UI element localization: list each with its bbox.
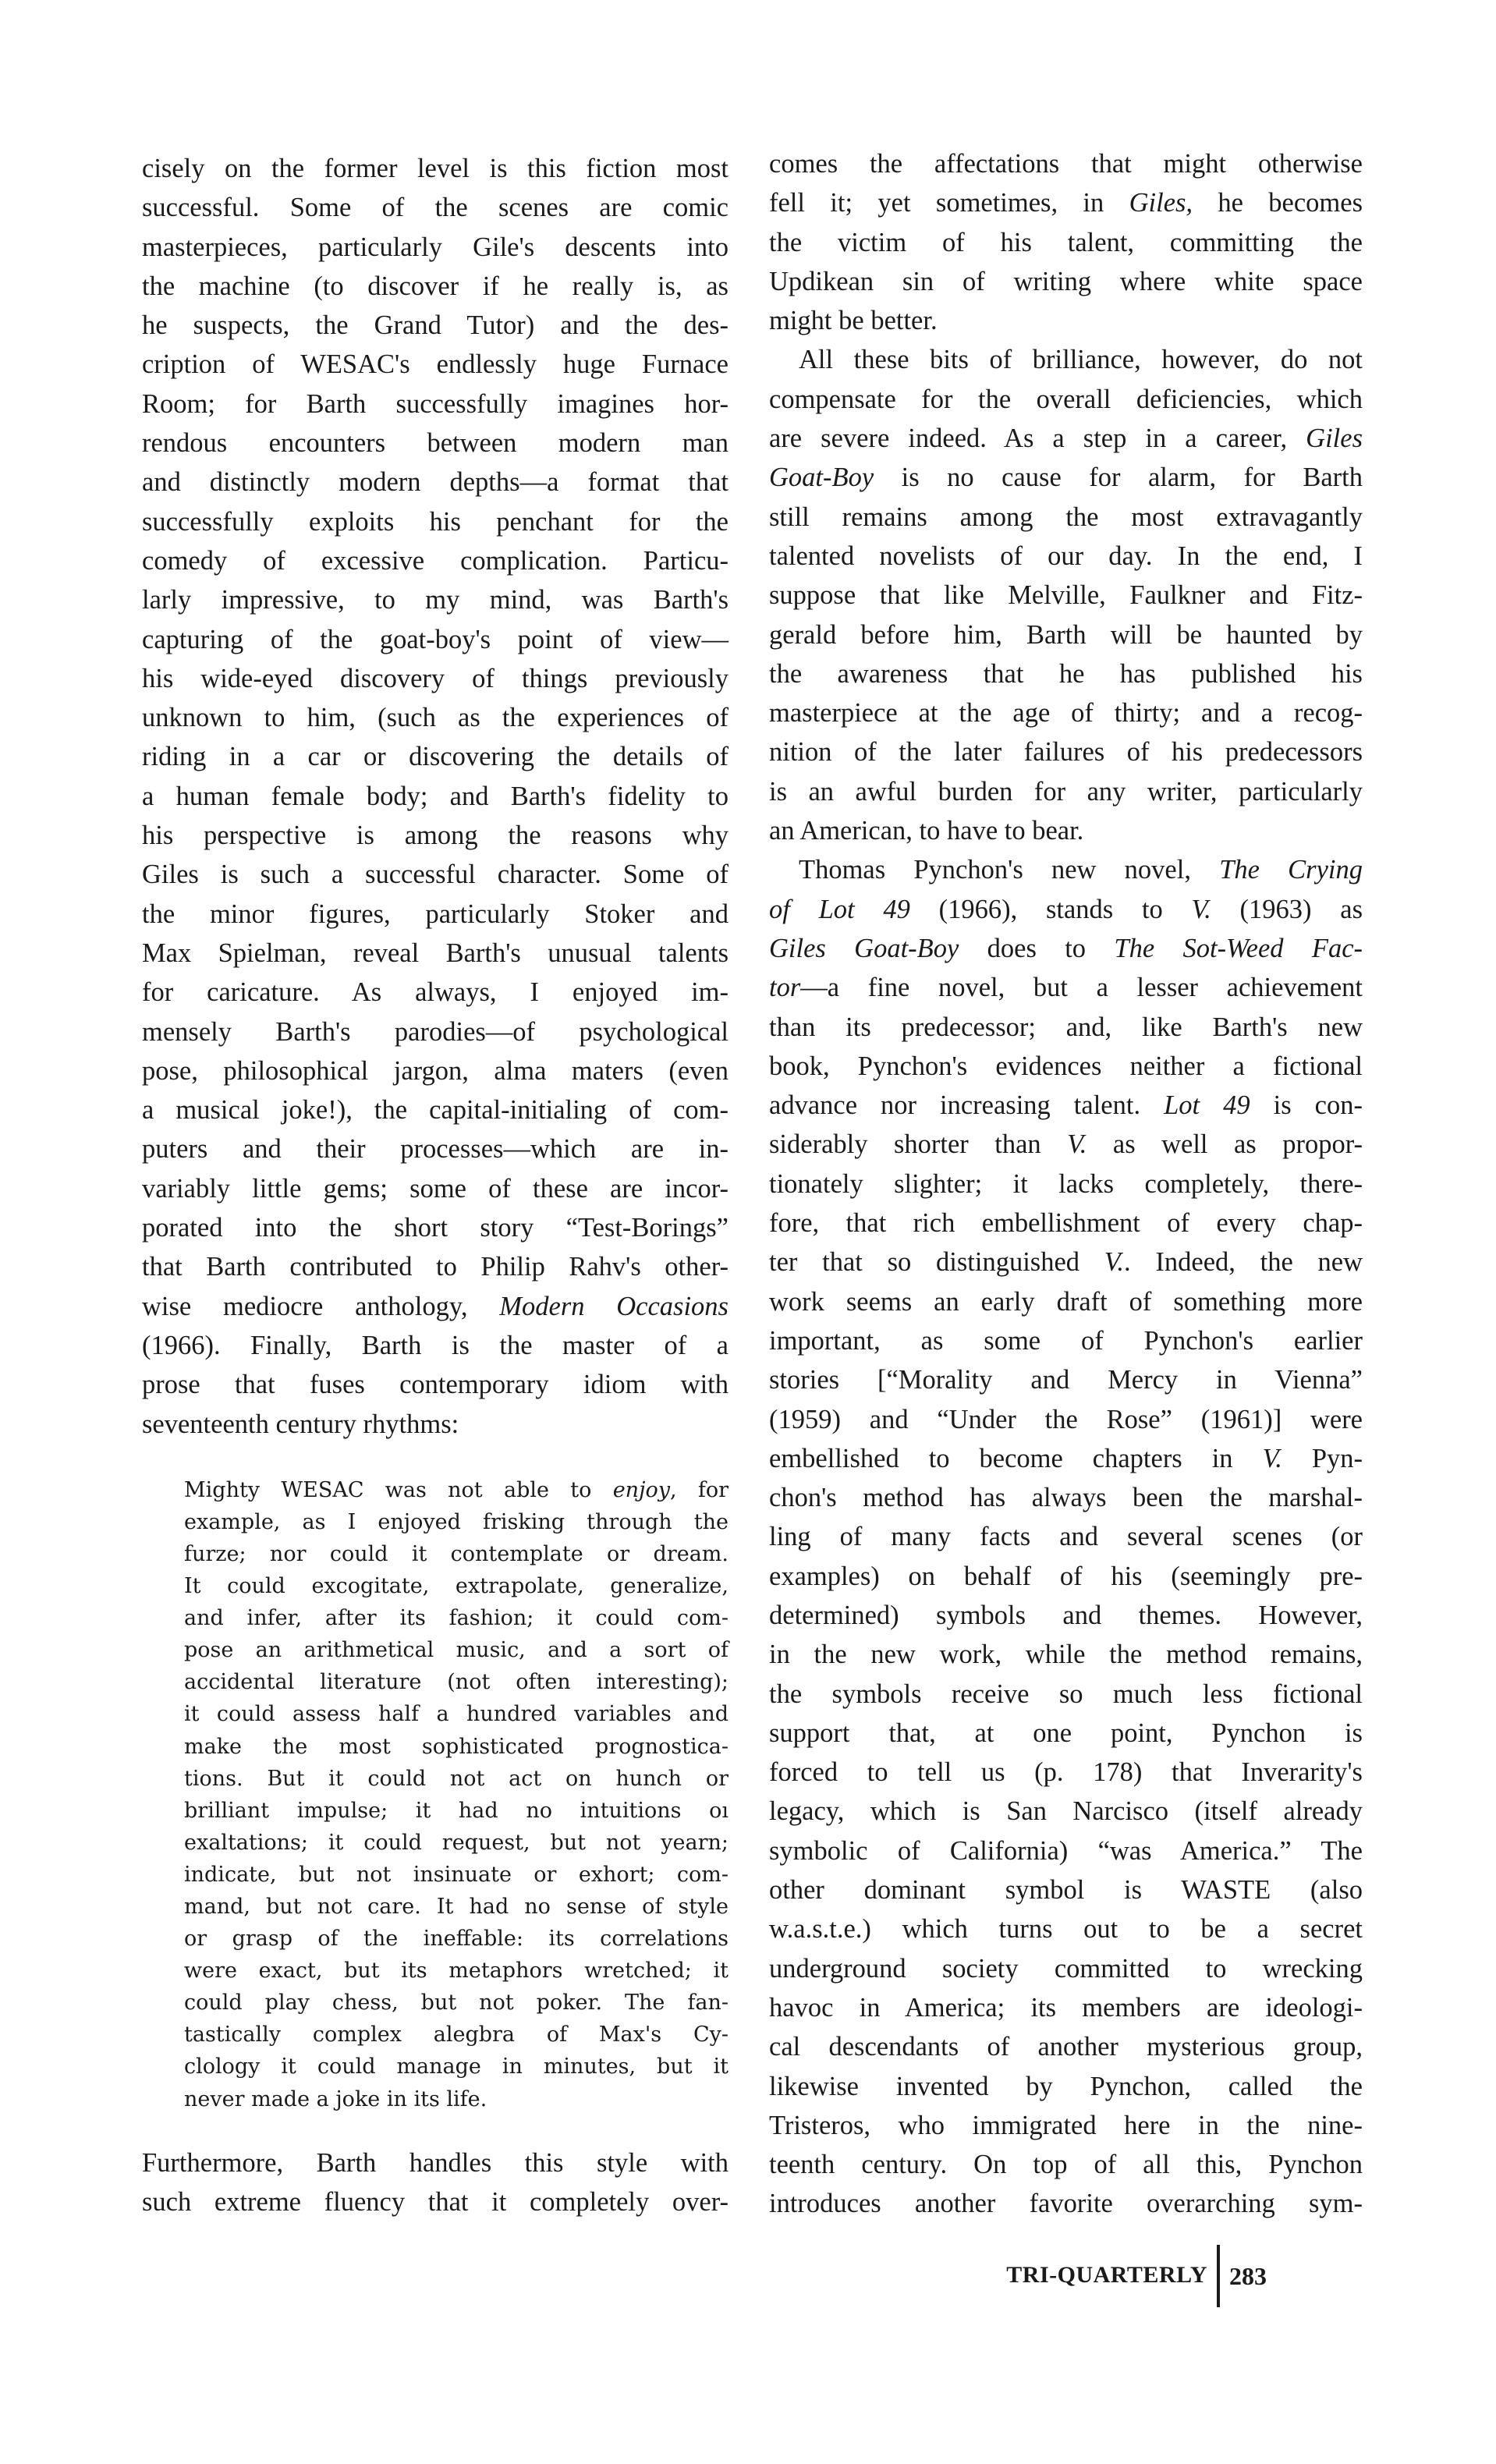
text-line bbox=[142, 855, 729, 894]
text-line bbox=[769, 1439, 1363, 1478]
text-line bbox=[769, 1321, 1363, 1360]
text-segment: in the new work, while the method remains, bbox=[769, 1640, 1363, 1670]
text-segment: for caricature. As always, I enjoyed im- bbox=[142, 977, 729, 1008]
journal-name: TRI-QUARTERLY bbox=[1006, 2262, 1207, 2288]
text-segment: talented novelists of our day. In the end, I bbox=[769, 541, 1363, 571]
text-line bbox=[769, 1557, 1363, 1596]
text-segment: havoc in America; its members are ideologi- bbox=[769, 1992, 1363, 2023]
block-quote bbox=[184, 1474, 729, 2115]
text-segment: than its predecessor; and, like Barth's new bbox=[769, 1012, 1363, 1042]
text-segment: still remains among the most extravagantly bbox=[769, 502, 1363, 532]
text-line bbox=[142, 777, 729, 816]
text-line bbox=[184, 1763, 729, 1795]
text-line bbox=[142, 1326, 729, 1365]
text-line bbox=[184, 1506, 729, 1538]
text-segment: that Barth contributed to Philip Rahv's other- bbox=[142, 1252, 729, 1282]
text-line bbox=[769, 1125, 1363, 1164]
italic-text: Goat-Boy bbox=[769, 463, 874, 493]
text-line bbox=[142, 306, 729, 345]
text-line bbox=[769, 1949, 1363, 1988]
text-segment: he suspects, the Grand Tutor) and the des- bbox=[142, 310, 729, 341]
text-line bbox=[769, 537, 1363, 576]
text-segment: cription of WESAC's endlessly huge Furnace bbox=[142, 349, 729, 380]
text-segment: the awareness that he has published his bbox=[769, 658, 1363, 689]
italic-text: V. bbox=[1104, 1247, 1125, 1278]
text-segment: Furthermore, Barth handles this style with bbox=[142, 2147, 729, 2178]
text-line bbox=[769, 1596, 1363, 1635]
text-line bbox=[769, 1204, 1363, 1243]
text-segment: Thomas Pynchon's new novel, bbox=[799, 855, 1220, 885]
right-column bbox=[769, 144, 1363, 2224]
text-line bbox=[769, 1008, 1363, 1047]
text-segment: masterpieces, particularly Gile's descents into bbox=[142, 232, 729, 262]
text-line bbox=[769, 615, 1363, 654]
italic-text: Giles, bbox=[1129, 188, 1193, 218]
text-line bbox=[184, 2083, 729, 2115]
text-segment: his wide-eyed discovery of things previously bbox=[142, 663, 729, 693]
text-line bbox=[142, 659, 729, 698]
text-line bbox=[769, 1400, 1363, 1439]
text-segment: All these bits of brilliance, however, do not bbox=[799, 345, 1363, 375]
page-number: 283 bbox=[1229, 2262, 1267, 2290]
italic-text: The Crying bbox=[1219, 855, 1363, 885]
text-line bbox=[769, 1753, 1363, 1792]
text-line bbox=[769, 1635, 1363, 1674]
text-segment: successfully exploits his penchant for the bbox=[142, 506, 729, 537]
text-line bbox=[769, 183, 1363, 222]
italic-text: Lot 49 bbox=[1164, 1090, 1250, 1121]
text-line bbox=[769, 2184, 1363, 2223]
paragraph bbox=[142, 2143, 729, 2222]
text-line bbox=[142, 816, 729, 855]
text-segment: (1966), stands to bbox=[909, 894, 1192, 924]
text-segment: a musical joke!), the capital-initialing of com- bbox=[142, 1095, 729, 1126]
text-segment: an American, to have to bear. bbox=[769, 816, 1084, 846]
text-segment: never made a joke in its life. bbox=[184, 2086, 487, 2111]
text-line bbox=[142, 541, 729, 580]
text-line bbox=[769, 929, 1363, 968]
text-line bbox=[142, 463, 729, 502]
text-line bbox=[142, 895, 729, 934]
text-line bbox=[142, 1129, 729, 1168]
text-line bbox=[184, 2019, 729, 2051]
text-segment: underground society committed to wrecking bbox=[769, 1953, 1363, 1984]
text-segment: Updikean sin of writing where white space bbox=[769, 266, 1363, 296]
italic-text: V. bbox=[1191, 894, 1211, 924]
text-line bbox=[142, 934, 729, 973]
text-segment: compensate for the overall deficiencies, which bbox=[769, 384, 1363, 414]
text-line bbox=[184, 1859, 729, 1891]
text-line bbox=[769, 654, 1363, 693]
text-segment: the symbols receive so much less fictional bbox=[769, 1679, 1363, 1709]
text-line bbox=[184, 1827, 729, 1859]
text-segment: work seems an early draft of something more bbox=[769, 1286, 1363, 1317]
text-line bbox=[769, 811, 1363, 850]
text-line bbox=[142, 1169, 729, 1208]
text-segment: (1959) and “Under the Rose” (1961)] were bbox=[769, 1404, 1363, 1434]
text-segment: , for bbox=[669, 1477, 729, 1502]
text-line bbox=[142, 188, 729, 227]
text-segment: riding in a car or discovering the details of bbox=[142, 742, 729, 772]
text-line bbox=[142, 698, 729, 737]
text-segment: were exact, but its metaphors wretched; it bbox=[184, 1959, 729, 1984]
text-line bbox=[769, 1360, 1363, 1399]
text-segment: fore, that rich embellishment of every chap- bbox=[769, 1208, 1363, 1239]
text-line bbox=[769, 1988, 1363, 2027]
text-segment: accidental literature (not often interesting); bbox=[184, 1670, 729, 1695]
text-line bbox=[769, 2145, 1363, 2184]
text-segment: (1966). Finally, Barth is the master of a bbox=[142, 1330, 729, 1360]
text-segment: could play chess, but not poker. The fan- bbox=[184, 1991, 729, 2016]
text-segment: tions. But it could not act on hunch or bbox=[184, 1766, 729, 1791]
text-segment: exaltations; it could request, but not yearn; bbox=[184, 1830, 729, 1855]
text-line bbox=[142, 385, 729, 424]
paragraph bbox=[769, 144, 1363, 340]
text-segment: mand, but not care. It had no sense of style bbox=[184, 1895, 729, 1920]
text-segment: larly impressive, to my mind, was Barth's bbox=[142, 585, 729, 615]
text-segment: (1963) as bbox=[1211, 894, 1363, 924]
text-segment: suppose that like Melville, Faulkner and Fitz- bbox=[769, 580, 1363, 611]
text-line bbox=[769, 732, 1363, 771]
text-line bbox=[769, 850, 1363, 889]
text-segment: is con- bbox=[1250, 1090, 1363, 1121]
text-line bbox=[142, 1365, 729, 1404]
text-segment: pose an arithmetical music, and a sort of bbox=[184, 1638, 729, 1663]
text-segment: make the most sophisticated prognostica- bbox=[184, 1734, 729, 1759]
left-column bbox=[142, 149, 729, 2221]
text-segment: indicate, but not insinuate or exhort; com- bbox=[184, 1862, 729, 1887]
text-segment: successful. Some of the scenes are comic bbox=[142, 193, 729, 223]
text-line bbox=[142, 1287, 729, 1326]
text-segment: wise mediocre anthology, bbox=[142, 1291, 500, 1321]
text-segment: puters and their processes—which are in- bbox=[142, 1134, 729, 1165]
text-line bbox=[142, 1090, 729, 1129]
text-line bbox=[142, 620, 729, 659]
text-line bbox=[184, 1666, 729, 1698]
text-segment: the victim of his talent, committing the bbox=[769, 227, 1363, 257]
text-segment: determined) symbols and themes. However, bbox=[769, 1600, 1363, 1630]
text-segment: brilliant impulse; it had no intuitions oı bbox=[184, 1798, 729, 1823]
text-segment: masterpiece at the age of thirty; and a recog- bbox=[769, 698, 1363, 729]
text-line bbox=[142, 580, 729, 619]
text-line bbox=[769, 1792, 1363, 1831]
text-line bbox=[142, 345, 729, 384]
text-segment: is no cause for alarm, for Barth bbox=[874, 463, 1363, 493]
text-segment: furze; nor could it contemplate or dream. bbox=[184, 1541, 729, 1566]
text-segment: ling of many facts and several scenes (or bbox=[769, 1522, 1363, 1552]
text-line bbox=[184, 1602, 729, 1634]
text-line bbox=[142, 267, 729, 306]
text-line bbox=[769, 1517, 1363, 1556]
text-segment: capturing of the goat-boy's point of view— bbox=[142, 624, 729, 654]
text-segment: It could excogitate, extrapolate, generalize, bbox=[184, 1574, 729, 1599]
text-line bbox=[184, 1923, 729, 1955]
text-segment: legacy, which is San Narcisco (itself already bbox=[769, 1796, 1363, 1827]
paragraph bbox=[142, 149, 729, 1444]
text-segment: Giles is such a successful character. Some of bbox=[142, 860, 729, 890]
text-segment: . Indeed, the new bbox=[1124, 1247, 1363, 1278]
text-line bbox=[142, 2143, 729, 2182]
text-line bbox=[142, 2182, 729, 2221]
text-line bbox=[142, 1012, 729, 1051]
text-segment: nition of the later failures of his predecessors bbox=[769, 737, 1363, 768]
text-segment: does to bbox=[959, 933, 1115, 963]
text-line bbox=[769, 2027, 1363, 2066]
text-line bbox=[184, 1795, 729, 1827]
text-segment: seventeenth century rhythms: bbox=[142, 1409, 459, 1439]
text-line bbox=[769, 301, 1363, 340]
text-line bbox=[769, 1243, 1363, 1282]
italic-text: of Lot 49 bbox=[769, 894, 910, 924]
text-segment: and infer, after its fashion; it could com- bbox=[184, 1606, 729, 1631]
text-segment: Room; for Barth successfully imagines hor- bbox=[142, 388, 729, 419]
text-line bbox=[769, 262, 1363, 301]
text-segment: teenth century. On top of all this, Pynchon bbox=[769, 2150, 1363, 2180]
page-footer bbox=[983, 2245, 1451, 2307]
text-line bbox=[769, 576, 1363, 615]
footer-divider bbox=[1217, 2245, 1220, 2307]
text-segment: unknown to him, (such as the experiences of bbox=[142, 703, 729, 733]
text-segment: tionately slighter; it lacks completely, there- bbox=[769, 1168, 1363, 1199]
text-segment: example, as I enjoyed frisking through the bbox=[184, 1509, 729, 1534]
text-segment: prose that fuses contemporary idiom with bbox=[142, 1370, 729, 1400]
text-line bbox=[769, 1909, 1363, 1948]
text-line bbox=[142, 424, 729, 463]
text-line bbox=[769, 1870, 1363, 1909]
italic-text: Giles bbox=[1306, 424, 1363, 454]
text-segment: might be better. bbox=[769, 306, 938, 336]
text-line bbox=[184, 1538, 729, 1570]
text-line bbox=[769, 1086, 1363, 1125]
text-segment: or grasp of the ineffable: its correlations bbox=[184, 1927, 729, 1952]
text-line bbox=[142, 973, 729, 1012]
text-line bbox=[769, 693, 1363, 732]
text-line bbox=[769, 1675, 1363, 1714]
text-segment: introduces another favorite overarching sym- bbox=[769, 2189, 1363, 2219]
text-segment: mensely Barth's parodies—of psychological bbox=[142, 1016, 729, 1047]
text-segment: likewise invented by Pynchon, called the bbox=[769, 2071, 1363, 2101]
text-segment: ter that so distinguished bbox=[769, 1247, 1104, 1278]
text-line bbox=[769, 223, 1363, 262]
text-line bbox=[184, 1731, 729, 1763]
text-segment: fell it; yet sometimes, in bbox=[769, 188, 1129, 218]
text-line bbox=[184, 2051, 729, 2083]
italic-text: Modern Occasions bbox=[499, 1291, 729, 1321]
text-segment: Mighty WESAC was not able to bbox=[184, 1477, 613, 1502]
text-segment: his perspective is among the reasons why bbox=[142, 821, 729, 851]
text-line bbox=[142, 228, 729, 267]
text-segment: support that, at one point, Pynchon is bbox=[769, 1718, 1363, 1748]
text-segment: porated into the short story “Test-Borings” bbox=[142, 1213, 729, 1243]
text-segment: pose, philosophical jargon, alma maters (even bbox=[142, 1055, 729, 1086]
text-line bbox=[769, 1282, 1363, 1321]
text-line bbox=[769, 419, 1363, 458]
text-segment: comes the affectations that might otherwise bbox=[769, 149, 1363, 179]
text-line bbox=[184, 1634, 729, 1666]
text-line bbox=[769, 458, 1363, 497]
text-segment: important, as some of Pynchon's earlier bbox=[769, 1325, 1363, 1356]
paragraph bbox=[769, 340, 1363, 850]
text-segment: cal descendants of another mysterious group, bbox=[769, 2032, 1363, 2062]
text-line bbox=[769, 1478, 1363, 1517]
text-segment: gerald before him, Barth will be haunted by bbox=[769, 619, 1363, 650]
text-segment: the minor figures, particularly Stoker and bbox=[142, 899, 729, 929]
text-segment: —a fine novel, but a lesser achievement bbox=[800, 973, 1363, 1003]
text-segment: clology it could manage in minutes, but it bbox=[184, 2055, 729, 2079]
text-segment: variably little gems; some of these are incor- bbox=[142, 1173, 729, 1204]
text-segment: is an awful burden for any writer, particularly bbox=[769, 776, 1363, 807]
text-segment: and distinctly modern depths—a format that bbox=[142, 467, 729, 498]
paragraph bbox=[769, 850, 1363, 2223]
text-segment: Max Spielman, reveal Barth's unusual talents bbox=[142, 938, 729, 968]
text-segment: symbolic of California) “was America.” The bbox=[769, 1835, 1363, 1866]
italic-text: enjoy bbox=[612, 1477, 670, 1502]
text-line bbox=[184, 1698, 729, 1730]
text-segment: advance nor increasing talent. bbox=[769, 1090, 1165, 1121]
text-line bbox=[769, 1047, 1363, 1086]
text-segment: tastically complex alegbra of Max's Cy- bbox=[184, 2023, 729, 2047]
text-line bbox=[769, 1831, 1363, 1870]
text-segment: forced to tell us (p. 178) that Inverarity's bbox=[769, 1757, 1363, 1788]
text-line bbox=[184, 1570, 729, 1602]
text-line bbox=[184, 1955, 729, 1987]
text-segment: w.a.s.t.e.) which turns out to be a secret bbox=[769, 1914, 1363, 1945]
text-segment: he becomes bbox=[1193, 188, 1363, 218]
text-line bbox=[769, 498, 1363, 537]
italic-text: tor bbox=[769, 973, 801, 1003]
italic-text: V. bbox=[1262, 1443, 1282, 1473]
text-segment: siderably shorter than bbox=[769, 1129, 1068, 1160]
text-line bbox=[142, 1208, 729, 1247]
text-line bbox=[142, 149, 729, 188]
text-segment: Tristeros, who immigrated here in the nine- bbox=[769, 2110, 1363, 2140]
text-segment: the machine (to discover if he really is, as bbox=[142, 271, 729, 301]
text-segment: comedy of excessive complication. Particu- bbox=[142, 545, 729, 576]
text-line bbox=[769, 1165, 1363, 1204]
text-line bbox=[142, 502, 729, 541]
text-segment: such extreme fluency that it completely over- bbox=[142, 2186, 729, 2217]
text-line bbox=[769, 968, 1363, 1007]
text-line bbox=[184, 1474, 729, 1506]
italic-text: The Sot-Weed Fac- bbox=[1114, 933, 1363, 963]
text-line bbox=[769, 2106, 1363, 2145]
text-segment: are severe indeed. As a step in a career, bbox=[769, 424, 1306, 454]
text-segment: examples) on behalf of his (seemingly pre- bbox=[769, 1561, 1363, 1591]
text-line bbox=[184, 1891, 729, 1923]
italic-text: V. bbox=[1067, 1129, 1087, 1160]
text-line bbox=[142, 1051, 729, 1090]
text-line bbox=[769, 340, 1363, 379]
text-line bbox=[142, 1247, 729, 1286]
text-segment: stories [“Morality and Mercy in Vienna” bbox=[769, 1365, 1363, 1395]
text-segment: it could assess half a hundred variables and bbox=[184, 1702, 729, 1727]
text-line bbox=[769, 380, 1363, 419]
text-segment: rendous encounters between modern man bbox=[142, 428, 729, 459]
text-line bbox=[184, 1987, 729, 2019]
text-segment: cisely on the former level is this fiction most bbox=[142, 154, 729, 183]
text-line bbox=[769, 144, 1363, 183]
text-segment: book, Pynchon's evidences neither a fictional bbox=[769, 1051, 1363, 1081]
text-segment: chon's method has always been the marshal- bbox=[769, 1483, 1363, 1513]
text-segment: a human female body; and Barth's fidelity to bbox=[142, 781, 729, 811]
text-line bbox=[769, 772, 1363, 811]
text-line bbox=[769, 1714, 1363, 1753]
text-line bbox=[769, 2067, 1363, 2106]
italic-text: Giles Goat-Boy bbox=[769, 933, 959, 963]
text-segment: other dominant symbol is WASTE (also bbox=[769, 1875, 1363, 1906]
text-line bbox=[142, 737, 729, 776]
text-segment: Pyn- bbox=[1282, 1443, 1363, 1473]
text-segment: embellished to become chapters in bbox=[769, 1443, 1263, 1473]
text-segment: as well as propor- bbox=[1087, 1129, 1363, 1160]
text-line bbox=[769, 890, 1363, 929]
text-line bbox=[142, 1405, 729, 1444]
